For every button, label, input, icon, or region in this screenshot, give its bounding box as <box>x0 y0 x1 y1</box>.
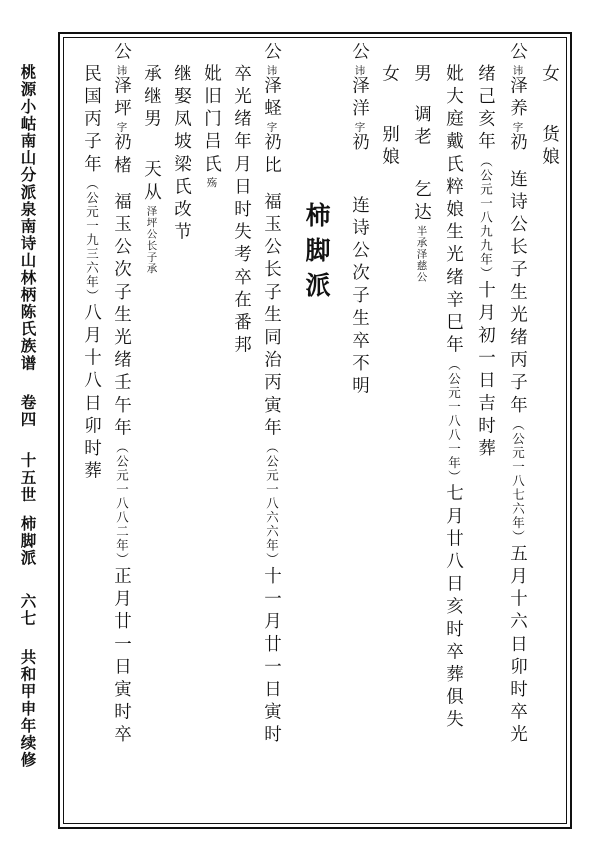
col1-role: 女 <box>539 64 560 87</box>
gong-label: 公 <box>507 42 528 65</box>
zi-label: 字 <box>511 121 524 133</box>
courtesy-name: 礽楮 <box>111 132 132 179</box>
section-title: 柿脚派 <box>302 202 331 307</box>
birth-text: 连诗公长子生光绪丙子年 <box>507 169 528 419</box>
death-text: 正月廿一日寅时卒 <box>111 566 132 748</box>
death-year-text: 民国丙子年 <box>81 64 102 177</box>
adopted-name: 天从 <box>141 159 162 206</box>
son-role: 男 <box>411 64 432 87</box>
courtesy-name: 礽 <box>349 132 370 156</box>
birth-text: 福玉公次子生光绪壬午年 <box>111 192 132 441</box>
column-daughter-bie <box>380 64 398 170</box>
column-wife-lv <box>202 64 220 189</box>
lineage-text: 连诗公次子生卒不明 <box>349 195 370 399</box>
adopted-note: 泽坪公长子承 <box>145 205 158 275</box>
wife-death-text: 七月廿八日亥时卒葬俱失 <box>443 483 464 733</box>
volume-label: 卷四 <box>18 393 37 429</box>
son-name-2: 乞达 <box>411 179 432 226</box>
column-ze-ping-death <box>82 64 100 484</box>
death-year-ce: （公元一九三六年） <box>84 177 100 303</box>
courtesy-name: 礽比 <box>261 132 282 179</box>
branch-label: 柿脚派 <box>18 515 37 567</box>
second-wife-text: 继娶凤坡梁氏改节 <box>171 64 192 245</box>
birth-year-ce: （公元一八七六年） <box>510 418 526 545</box>
death-text: 卒光绪年月日时失考卒在番邦 <box>231 64 252 358</box>
side-header <box>19 64 35 769</box>
death-year-ce: （公元一八九九年） <box>478 154 494 281</box>
burial-text: 八月十八日卯时葬 <box>81 303 102 484</box>
column-ze-yang-1 <box>508 42 526 747</box>
page-number: 六七 <box>18 592 37 627</box>
son-name-1: 调老 <box>411 104 432 150</box>
person-name: 泽蛏 <box>261 76 282 122</box>
col1-name: 货娘 <box>539 124 560 170</box>
zi-label: 字 <box>115 121 128 133</box>
hui-label: 讳 <box>353 64 366 77</box>
birth-year-ce: （公元一八六六年） <box>264 440 280 567</box>
column-wife-dai <box>444 64 462 732</box>
column-adopted-son <box>142 64 160 274</box>
zi-label: 字 <box>353 121 366 133</box>
birth-year-ce: （公元一八八二年） <box>114 440 130 567</box>
wife-text: 妣大庭戴氏粹娘生光绪辛巳年 <box>443 64 464 358</box>
hui-label: 讳 <box>115 64 128 77</box>
wife-note: 殇 <box>205 177 218 189</box>
hui-label: 讳 <box>511 64 524 77</box>
book-title: 桃源小岵南山分派泉南诗山林柄陈氏族谱 <box>18 64 37 372</box>
person-name: 泽洋 <box>349 76 370 122</box>
birth-text: 福玉公长子生同治丙寅年 <box>261 192 282 441</box>
column-ze-cheng-death <box>232 64 250 358</box>
gong-label: 公 <box>349 42 370 65</box>
column-sons <box>412 64 430 283</box>
gong-label: 公 <box>261 42 282 65</box>
column-ze-ping <box>112 42 130 747</box>
daughter-role: 女 <box>379 64 400 87</box>
column-daughter-huo <box>540 64 558 170</box>
wife-birth-ce: （公元一八八一年） <box>446 357 462 484</box>
burial-text: 十月初一日吉时葬 <box>475 280 496 462</box>
zi-label: 字 <box>265 121 278 133</box>
gong-label: 公 <box>111 42 132 65</box>
column-ze-yang-second <box>350 42 368 399</box>
hui-label: 讳 <box>265 64 278 77</box>
person-name: 泽坪 <box>111 76 132 122</box>
daughter-name: 别娘 <box>379 124 400 170</box>
column-second-wife <box>172 64 190 245</box>
column-ze-yang-2 <box>476 64 494 461</box>
death-year-text: 绪己亥年 <box>475 64 496 155</box>
generation-label: 十五世 <box>18 452 37 504</box>
person-name: 泽养 <box>507 76 528 122</box>
adopted-role: 承继男 <box>141 64 162 132</box>
edition-label: 共和甲申年续修 <box>18 648 37 769</box>
column-ze-cheng <box>262 42 280 747</box>
death-text: 五月十六日卯时卒光 <box>507 544 528 748</box>
wife-text: 妣旧门吕氏 <box>201 64 222 177</box>
son-note: 半承泽慈公 <box>415 225 428 283</box>
courtesy-name: 礽 <box>507 132 528 156</box>
birth-date-text: 十一月廿一日寅时 <box>261 566 282 748</box>
